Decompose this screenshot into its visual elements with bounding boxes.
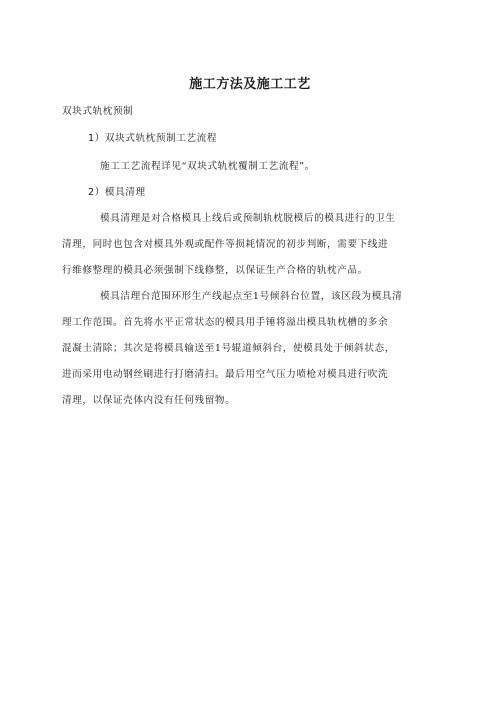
- paragraph-2-line-5: 清理，以保证壳体内没有任何残留物。: [62, 395, 236, 406]
- paragraph-2-line-2: 理工作范围。首先将水平正常状态的模具用手锤将溢出模具轨枕槽的多余: [62, 317, 389, 328]
- item-2-title: 模具清理: [104, 187, 146, 198]
- paragraph-1-line-2: 清理，同时也包含对模具外观或配件等损耗情况的初步判断，需要下线进: [62, 239, 389, 250]
- paragraph-2-line-4: 进而采用电动钢丝刷进行打磨清扫。最后用空气压力喷枪对模具进行吹洗: [62, 369, 389, 380]
- paragraph-1-line-1: 模具清理是对合格模具上线后或预制轨枕脱模后的模具进行的卫生: [100, 213, 396, 224]
- item-2-number: 2）: [88, 187, 105, 198]
- section-heading: 双块式轨枕预制: [62, 106, 134, 117]
- item-1-heading: [88, 130, 217, 144]
- paragraph-2-line-1: 模具洁理台范围环形生产线起点至1号倾斜台位置，该区段为模具清: [100, 291, 403, 302]
- page-title: 施工方法及施工工艺: [189, 77, 311, 92]
- paragraph-1-line-3: 行维修整理的模具必须强制下线修整，以保证生产合格的轨枕产品。: [62, 265, 368, 276]
- paragraph-2-line-3: 混凝土清除；其次是将模具输送至1号辊道倾斜台，使模具处于倾斜状态，: [62, 343, 395, 354]
- item-1-text: 施工工艺流程详见“双块式轨枕覆制工艺流程”。: [100, 161, 315, 172]
- item-2-heading: [88, 184, 146, 198]
- item-1-number: 1）: [88, 133, 105, 144]
- item-1-title: 双块式轨枕预制工艺流程: [104, 133, 218, 144]
